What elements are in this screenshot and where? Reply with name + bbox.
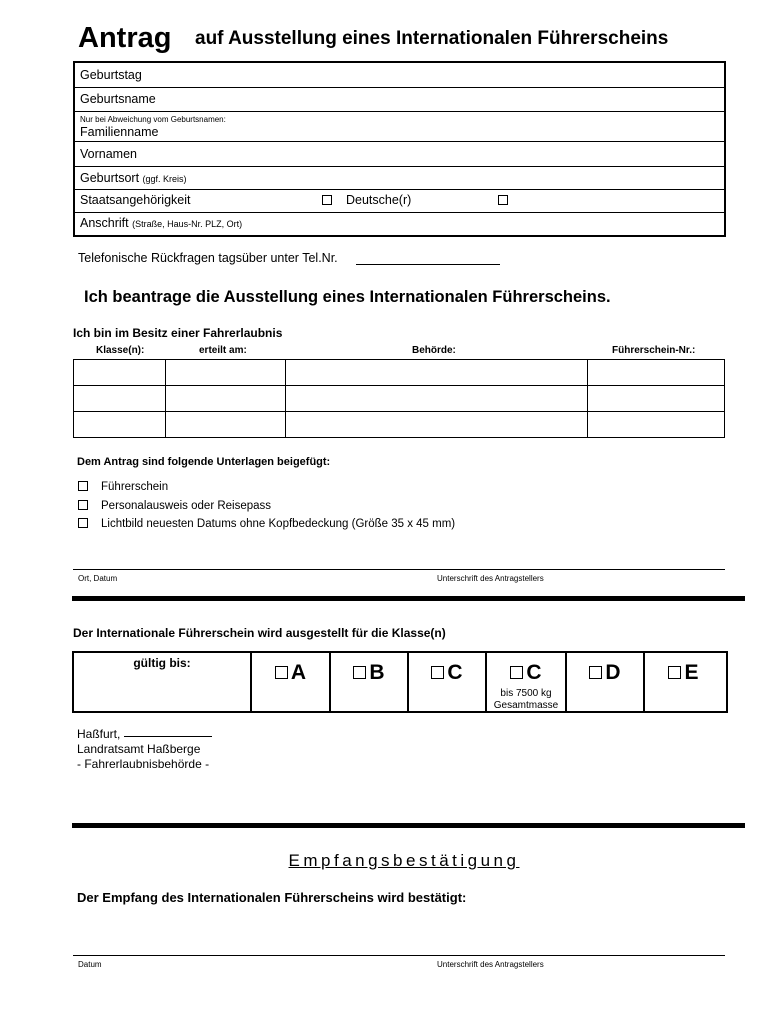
class-b-cell[interactable] — [329, 653, 407, 711]
table-cell[interactable] — [588, 386, 725, 412]
table-cell[interactable] — [74, 386, 166, 412]
signature-line[interactable] — [73, 955, 725, 956]
table-cell[interactable] — [286, 412, 588, 438]
birthplace-note: (ggf. Kreis) — [142, 174, 187, 184]
city-line — [77, 727, 212, 742]
table-cell[interactable] — [166, 360, 286, 386]
attachment-label: Personalausweis oder Reisepass — [101, 500, 272, 512]
signature-line[interactable] — [73, 569, 725, 570]
section-divider — [72, 823, 745, 828]
table-cell[interactable] — [588, 360, 725, 386]
issue-date-line[interactable] — [124, 736, 212, 737]
col-class-header: Klasse(n): — [96, 345, 145, 356]
license-table — [73, 359, 725, 438]
class-a-cell[interactable] — [250, 653, 329, 711]
class-e-cell[interactable] — [643, 653, 722, 711]
attachment-label: Führerschein — [101, 481, 169, 493]
attachment-checkbox[interactable] — [78, 500, 88, 510]
department-label: - Fahrerlaubnisbehörde - — [77, 757, 210, 771]
table-cell[interactable] — [74, 412, 166, 438]
class-c-checkbox[interactable] — [431, 666, 444, 679]
birthplace-label — [80, 171, 187, 185]
applicant-signature-label: Unterschrift des Antragstellers — [437, 960, 544, 969]
attachment-checkbox[interactable] — [78, 481, 88, 491]
nationality-label: Staatsangehörigkeit — [80, 193, 191, 207]
address-label — [80, 216, 242, 230]
address-text: Anschrift — [80, 216, 129, 230]
family-name-label: Familienname — [80, 125, 159, 139]
table-cell[interactable] — [286, 386, 588, 412]
nationality-field — [75, 189, 724, 213]
attachment-item — [78, 518, 455, 530]
attachments-heading: Dem Antrag sind folgende Unterlagen beigefügt: — [77, 456, 331, 468]
german-label: Deutsche(r) — [346, 193, 412, 207]
place-date-label: Ort, Datum — [78, 574, 118, 583]
birthday-label: Geburtstag — [80, 68, 142, 82]
class-d-label: D — [605, 661, 621, 684]
receipt-title: Empfangsbestätigung — [288, 851, 520, 870]
birthplace-field[interactable] — [75, 166, 724, 190]
table-row — [74, 412, 725, 438]
table-cell[interactable] — [588, 412, 725, 438]
c-mass-note: Gesamtmasse — [493, 700, 559, 711]
city-label: Haßfurt, — [77, 727, 121, 741]
birthplace-text: Geburtsort — [80, 171, 140, 185]
authority-block — [77, 727, 212, 772]
classes-heading: Der Internationale Führerschein wird ausgestellt für die Klasse(n) — [73, 626, 446, 640]
classes-box — [72, 651, 728, 713]
form-subtitle: auf Ausstellung eines Internationalen Führerscheins — [195, 28, 669, 49]
table-row — [74, 386, 725, 412]
license-heading: Ich bin im Besitz einer Fahrerlaubnis — [73, 326, 283, 340]
col-issued-header: erteilt am: — [199, 345, 247, 356]
date-label: Datum — [78, 960, 102, 969]
c-weight-note: bis 7500 kg — [500, 688, 552, 699]
class-c-restricted-label: C — [526, 661, 542, 684]
address-field[interactable] — [75, 212, 724, 233]
class-b-label: B — [369, 661, 385, 684]
first-names-field[interactable] — [75, 141, 724, 167]
table-cell[interactable] — [166, 386, 286, 412]
class-c-cell[interactable] — [407, 653, 485, 711]
attachment-checkbox[interactable] — [78, 518, 88, 528]
personal-data-box — [73, 61, 726, 237]
class-b-checkbox[interactable] — [353, 666, 366, 679]
form-title: Antrag — [78, 22, 172, 54]
class-a-checkbox[interactable] — [275, 666, 288, 679]
class-a-label: A — [290, 661, 307, 684]
address-note: (Straße, Haus-Nr. PLZ, Ort) — [132, 219, 243, 229]
valid-until-label: gültig bis: — [133, 656, 191, 670]
phone-input-line[interactable] — [356, 264, 500, 265]
attachment-label: Lichtbild neuesten Datums ohne Kopfbedeckung (Größe 35 x 45 mm) — [101, 518, 456, 530]
birth-name-field[interactable] — [75, 87, 724, 112]
birth-name-label: Geburtsname — [80, 92, 156, 106]
col-authority-header: Behörde: — [412, 345, 456, 356]
request-statement: Ich beantrage die Ausstellung eines Internationalen Führerscheins. — [84, 288, 611, 306]
office-label: Landratsamt Haßberge — [77, 742, 201, 756]
attachment-item — [78, 500, 271, 512]
phone-label: Telefonische Rückfragen tagsüber unter Tel.Nr. — [78, 251, 338, 265]
applicant-signature-label: Unterschrift des Antragstellers — [437, 574, 544, 583]
table-cell[interactable] — [286, 360, 588, 386]
attachment-item — [78, 481, 168, 493]
class-c-label: C — [447, 661, 463, 684]
class-e-label: E — [684, 661, 699, 684]
class-c-restricted-cell[interactable] — [485, 653, 565, 711]
class-e-checkbox[interactable] — [668, 666, 681, 679]
family-name-note: Nur bei Abweichung vom Geburtsnamen: — [80, 115, 226, 124]
class-c-restricted-checkbox[interactable] — [510, 666, 523, 679]
col-number-header: Führerschein-Nr.: — [612, 345, 696, 356]
table-row — [74, 360, 725, 386]
birthday-field[interactable] — [75, 63, 724, 88]
first-names-label: Vornamen — [80, 147, 137, 161]
table-cell[interactable] — [74, 360, 166, 386]
table-cell[interactable] — [166, 412, 286, 438]
section-divider — [72, 596, 745, 601]
german-checkbox[interactable] — [322, 195, 332, 205]
class-d-checkbox[interactable] — [589, 666, 602, 679]
other-nationality-checkbox[interactable] — [498, 195, 508, 205]
receipt-statement: Der Empfang des Internationalen Führerscheins wird bestätigt: — [77, 890, 467, 905]
family-name-field[interactable] — [75, 111, 724, 142]
class-d-cell[interactable] — [565, 653, 643, 711]
